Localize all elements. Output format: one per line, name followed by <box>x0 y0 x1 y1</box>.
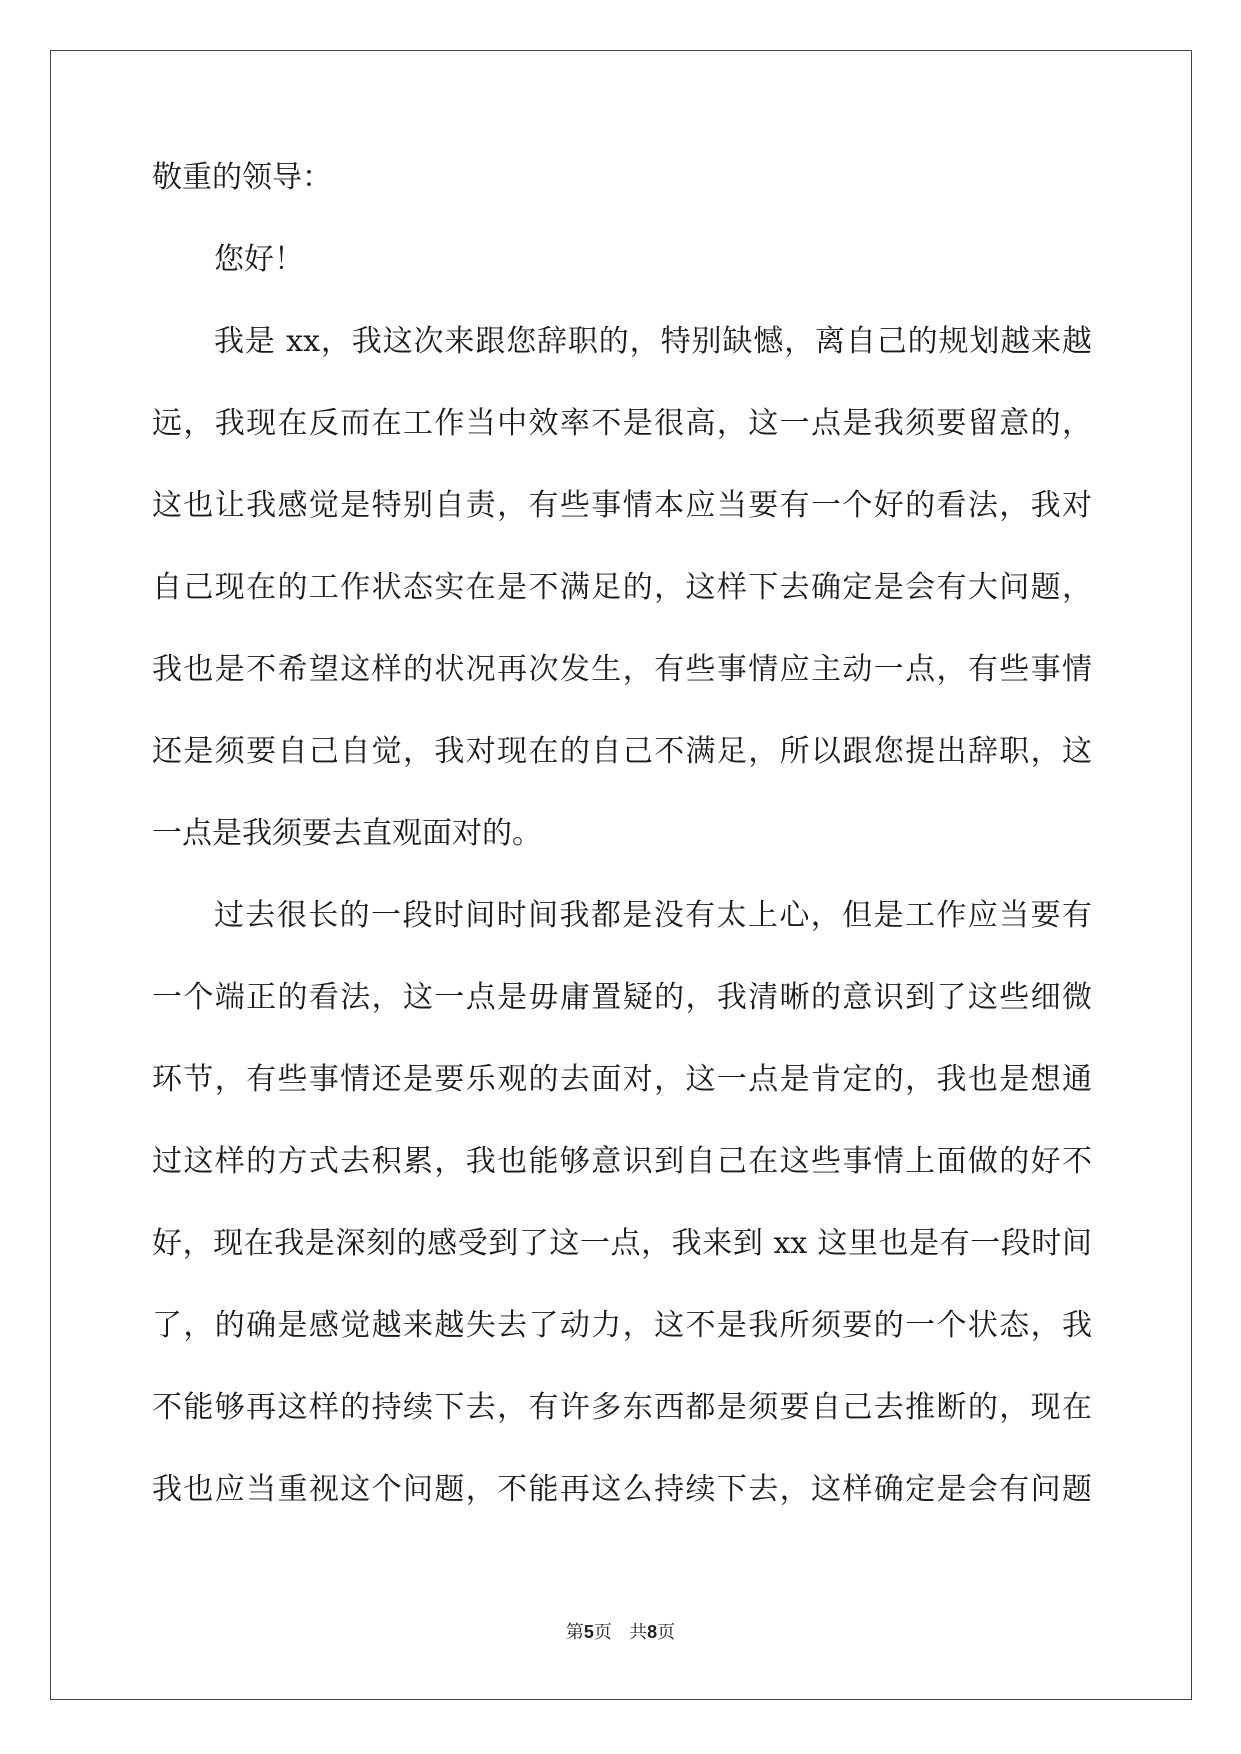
paragraph-2 <box>152 898 1092 1554</box>
paragraph-line: 这也让我感觉是特别自责，有些事情本应当要有一个好的看法，我对 <box>152 488 1092 523</box>
footer-total-prefix: 共 <box>629 1622 648 1643</box>
paragraph-1 <box>152 324 1092 898</box>
footer-page-unit: 页 <box>593 1622 612 1643</box>
document-body <box>152 160 1092 1554</box>
greeting: 您好！ <box>214 242 304 277</box>
paragraph-line: 过去很长的一段时间时间我都是没有太上心，但是工作应当要有 <box>214 898 1092 933</box>
paragraph-line: 还是须要自己自觉，我对现在的自己不满足，所以跟您提出辞职，这 <box>152 734 1092 769</box>
paragraph-line: 好，现在我是深刻的感受到了这一点，我来到 xx 这里也是有一段时间 <box>152 1226 1092 1261</box>
paragraph-line: 我是 xx，我这次来跟您辞职的，特别缺憾，离自己的规划越来越 <box>214 324 1092 359</box>
paragraph-line: 一个端正的看法，这一点是毋庸置疑的，我清晰的意识到了这些细微 <box>152 980 1092 1015</box>
paragraph-line: 我也是不希望这样的状况再次发生，有些事情应主动一点，有些事情 <box>152 652 1092 687</box>
paragraph-line: 不能够再这样的持续下去，有许多东西都是须要自己去推断的，现在 <box>152 1390 1092 1425</box>
paragraph-line: 了，的确是感觉越来越失去了动力，这不是我所须要的一个状态，我 <box>152 1308 1092 1343</box>
paragraph-line: 环节，有些事情还是要乐观的去面对，这一点是肯定的，我也是想通 <box>152 1062 1092 1097</box>
footer-prefix: 第 <box>565 1622 584 1643</box>
footer-total-unit: 页 <box>657 1622 676 1643</box>
paragraph-line: 一点是我须要去直观面对的。 <box>152 816 542 851</box>
paragraph-line: 我也应当重视这个问题，不能再这么持续下去，这样确定是会有问题 <box>152 1472 1092 1507</box>
page-number-footer <box>0 1618 1241 1644</box>
paragraph-line: 远，我现在反而在工作当中效率不是很高，这一点是我须要留意的， <box>152 406 1092 441</box>
paragraph-line: 过这样的方式去积累，我也能够意识到自己在这些事情上面做的好不 <box>152 1144 1092 1179</box>
current-page-number: 5 <box>583 1622 594 1642</box>
salutation: 敬重的领导： <box>152 160 332 195</box>
paragraph-line: 自己现在的工作状态实在是不满足的，这样下去确定是会有大问题， <box>152 570 1092 605</box>
total-page-count: 8 <box>647 1622 658 1642</box>
